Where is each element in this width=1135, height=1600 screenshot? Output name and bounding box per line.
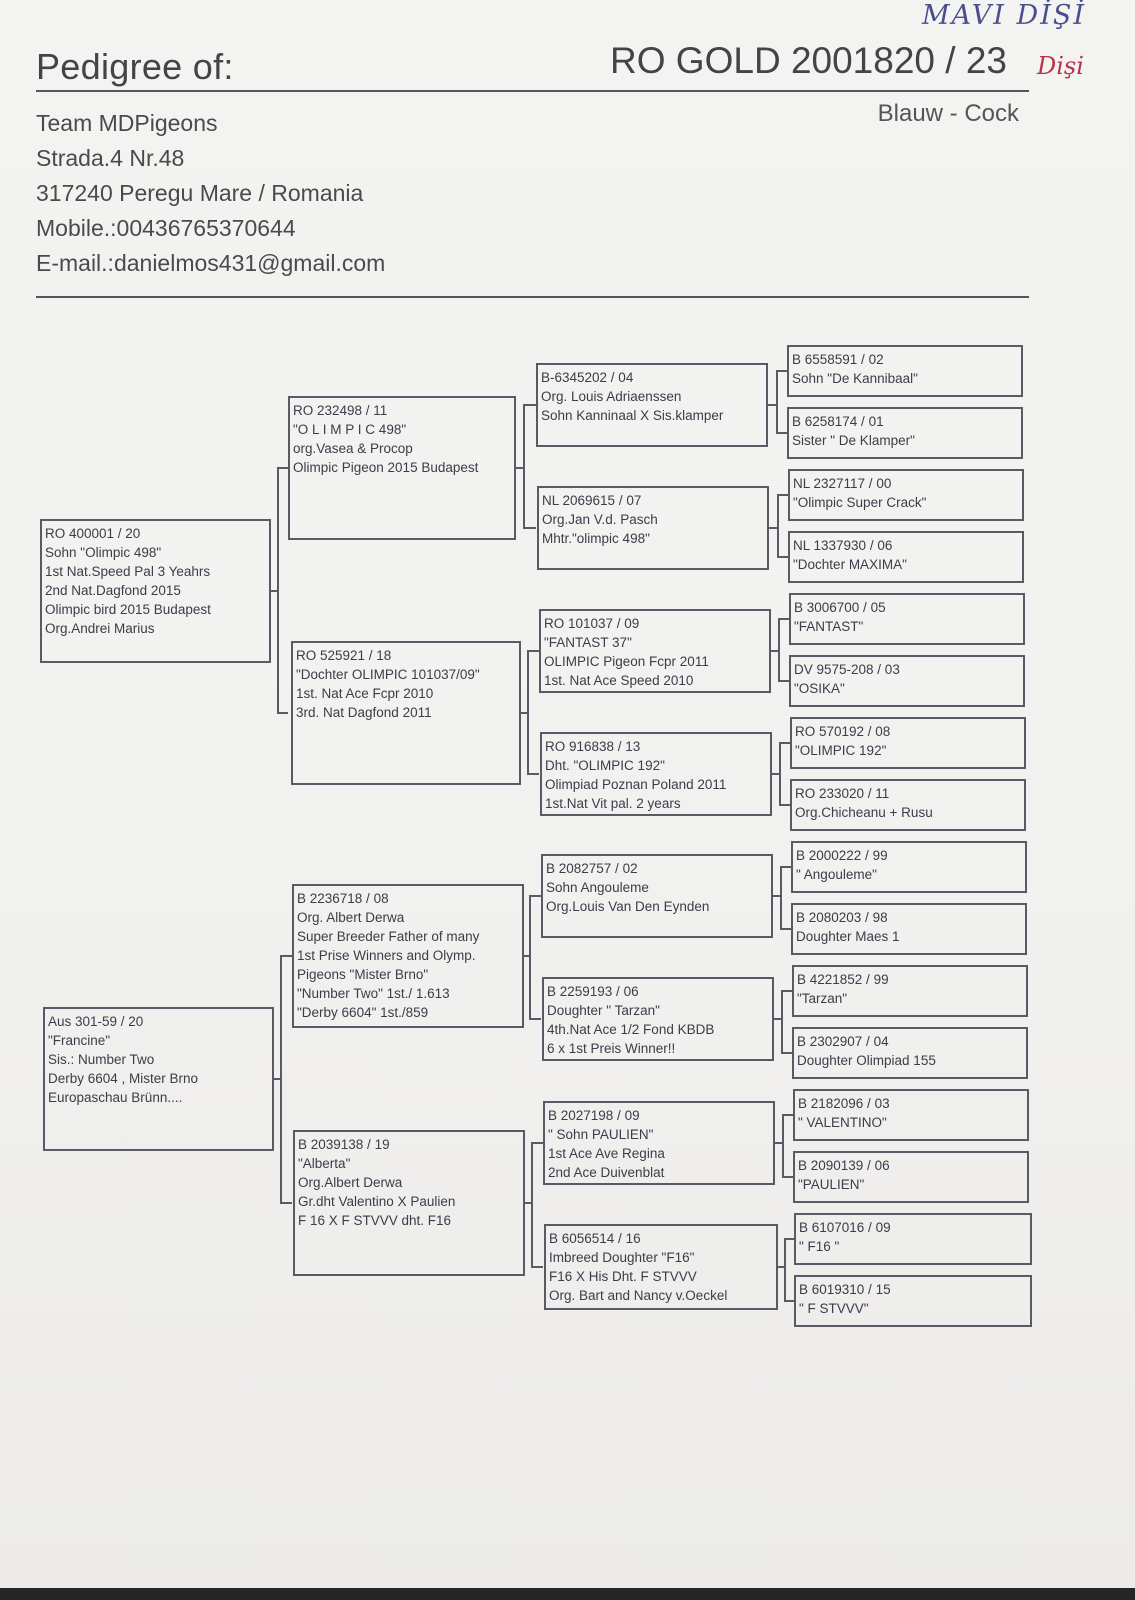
- entry-line: "Alberta": [298, 1156, 351, 1171]
- entry-line: OLIMPIC Pigeon Fcpr 2011: [544, 654, 709, 669]
- entry-line: Sohn "De Kannibaal": [792, 371, 918, 386]
- gg-grandparent-box: [788, 469, 1024, 521]
- entry-line: Doughter " Tarzan": [547, 1003, 660, 1018]
- gg-grandparent-box: [790, 717, 1026, 769]
- entry-line: B 2236718 / 08: [297, 891, 389, 906]
- entry-line: " F STVVV": [799, 1301, 869, 1316]
- owner-name: Team MDPigeons: [36, 110, 218, 136]
- owner-mobile: Mobile.:00436765370644: [36, 215, 296, 241]
- gg-grandparent-box: [787, 407, 1023, 459]
- owner-email: E-mail.:danielmos431@gmail.com: [36, 250, 386, 276]
- great-grandparent-box: [544, 1224, 778, 1310]
- handwritten-note-side: Dişi: [1037, 52, 1084, 80]
- entry-line: 3rd. Nat Dagfond 2011: [296, 705, 432, 720]
- handwritten-note-top: MAVI DİŞİ: [922, 0, 1087, 31]
- ring-number: RO GOLD 2001820 / 23: [610, 40, 1007, 81]
- entry-line: 1st Nat.Speed Pal 3 Yeahrs: [45, 564, 211, 579]
- entry-line: B 6258174 / 01: [792, 414, 884, 429]
- connector-bracket: [782, 991, 792, 1053]
- entry-line: 4th.Nat Ace 1/2 Fond KBDB: [547, 1022, 715, 1037]
- entry-line: NL 2069615 / 07: [542, 493, 642, 508]
- entry-line: F 16 X F STVVV dht. F16: [298, 1213, 452, 1228]
- great-grandparent-box: [540, 732, 772, 816]
- connector-bracket: [278, 468, 288, 713]
- connector-bracket: [530, 896, 541, 1019]
- owner-city: 317240 Peregu Mare / Romania: [36, 180, 364, 206]
- gg-grandparent-box: [789, 655, 1025, 707]
- gg-grandparent-box: [791, 841, 1027, 893]
- color-sex-label: Blauw - Cock: [877, 100, 1019, 127]
- entry-line: B 2302907 / 04: [797, 1034, 889, 1049]
- entry-line: B 3006700 / 05: [794, 600, 886, 615]
- great-grandparent-box: [539, 609, 771, 693]
- grandparent-box: [292, 884, 524, 1028]
- entry-line: Org.Andrei Marius: [45, 621, 155, 636]
- gg-grandparent-box: [787, 345, 1023, 397]
- entry-line: 1st Ace Ave Regina: [548, 1146, 665, 1161]
- entry-line: Sohn Kanninaal X Sis.klamper: [541, 408, 724, 423]
- entry-line: 1st Prise Winners and Olymp.: [297, 948, 476, 963]
- parent-box-dam: [43, 1007, 274, 1151]
- gg-grandparent-box: [792, 965, 1028, 1017]
- entry-line: B 2000222 / 99: [796, 848, 888, 863]
- entry-line: 1st. Nat Ace Fcpr 2010: [296, 686, 434, 701]
- entry-line: Gr.dht Valentino X Paulien: [298, 1194, 456, 1209]
- connector-bracket: [528, 651, 539, 774]
- entry-line: Org.Chicheanu + Rusu: [795, 805, 933, 820]
- entry-line: Olimpic bird 2015 Budapest: [45, 602, 211, 617]
- entry-line: Org. Albert Derwa: [297, 910, 405, 925]
- page-title: Pedigree of:: [36, 46, 234, 87]
- entry-line: "FANTAST": [794, 619, 864, 634]
- entry-line: 1st. Nat Ace Speed 2010: [544, 673, 694, 688]
- grandparent-box: [288, 396, 516, 540]
- gg-grandparent-box: [788, 531, 1024, 583]
- entry-line: RO 916838 / 13: [545, 739, 641, 754]
- great-grandparent-box: [541, 854, 773, 938]
- entry-line: "PAULIEN": [798, 1177, 865, 1192]
- entry-line: B 6107016 / 09: [799, 1220, 891, 1235]
- entry-line: 2nd Ace Duivenblat: [548, 1165, 665, 1180]
- gg-grandparent-box: [789, 593, 1025, 645]
- gg-grandparent-box: [790, 779, 1026, 831]
- connector-bracket: [524, 405, 536, 528]
- connector-bracket: [781, 867, 791, 929]
- entry-line: Imbreed Doughter "F16": [549, 1250, 695, 1265]
- great-grandparent-box: [542, 977, 774, 1061]
- photo-background-edge: [0, 1588, 1135, 1600]
- entry-line: Mhtr."olimpic 498": [542, 531, 650, 546]
- entry-line: "FANTAST 37": [544, 635, 632, 650]
- entry-line: " F16 ": [799, 1239, 840, 1254]
- entry-line: Sis.: Number Two: [48, 1052, 155, 1067]
- entry-line: RO 233020 / 11: [795, 786, 890, 801]
- entry-line: " Angouleme": [796, 867, 877, 882]
- connector-bracket: [780, 743, 790, 805]
- entry-line: Sohn Angouleme: [546, 880, 649, 895]
- entry-line: Europaschau Brünn....: [48, 1090, 183, 1105]
- owner-info: [36, 106, 385, 281]
- gg-grandparent-box: [794, 1213, 1032, 1265]
- entry-line: RO 525921 / 18: [296, 648, 392, 663]
- entry-line: Aus 301-59 / 20: [48, 1014, 144, 1029]
- entry-line: B 2027198 / 09: [548, 1108, 640, 1123]
- entry-line: NL 2327117 / 00: [793, 476, 892, 491]
- connector-bracket: [779, 619, 789, 681]
- entry-line: Doughter Maes 1: [796, 929, 900, 944]
- connector-bracket: [778, 495, 788, 557]
- entry-line: "Dochter OLIMPIC 101037/09": [296, 667, 480, 682]
- entry-line: Olimpic Pigeon 2015 Budapest: [293, 460, 479, 475]
- entry-line: org.Vasea & Procop: [293, 441, 413, 456]
- entry-line: B 2039138 / 19: [298, 1137, 390, 1152]
- connector-bracket: [532, 1143, 543, 1267]
- entry-line: Org. Bart and Nancy v.Oeckel: [549, 1288, 728, 1303]
- gg-grandparent-box: [794, 1275, 1032, 1327]
- entry-line: Super Breeder Father of many: [297, 929, 480, 944]
- entry-line: Doughter Olimpiad 155: [797, 1053, 936, 1068]
- grandparent-box: [293, 1130, 525, 1276]
- connector-bracket: [281, 956, 292, 1203]
- entry-line: 1st.Nat Vit pal. 2 years: [545, 796, 681, 811]
- entry-line: Derby 6604 , Mister Brno: [48, 1071, 199, 1086]
- entry-line: Dht. "OLIMPIC 192": [545, 758, 665, 773]
- entry-line: B 2090139 / 06: [798, 1158, 890, 1173]
- great-grandparent-box: [537, 486, 769, 570]
- entry-line: "O L I M P I C 498": [293, 422, 407, 437]
- gg-grandparent-box: [793, 1089, 1029, 1141]
- entry-line: "Number Two" 1st./ 1.613: [297, 986, 450, 1001]
- entry-line: " VALENTINO": [798, 1115, 887, 1130]
- entry-line: Sister " De Klamper": [792, 433, 915, 448]
- great-grandparent-box: [536, 363, 768, 447]
- entry-line: "Dochter MAXIMA": [793, 557, 907, 572]
- entry-line: "OLIMPIC 192": [795, 743, 887, 758]
- entry-line: RO 400001 / 20: [45, 526, 141, 541]
- entry-line: "Olimpic Super Crack": [793, 495, 927, 510]
- entry-line: B 2080203 / 98: [796, 910, 888, 925]
- entry-line: "OSIKA": [794, 681, 845, 696]
- entry-line: RO 232498 / 11: [293, 403, 388, 418]
- entry-line: NL 1337930 / 06: [793, 538, 893, 553]
- connector-bracket: [777, 371, 787, 433]
- entry-line: DV 9575-208 / 03: [794, 662, 900, 677]
- entry-line: 6 x 1st Preis Winner!!: [547, 1041, 676, 1056]
- entry-line: Org.Albert Derwa: [298, 1175, 403, 1190]
- connector-bracket: [783, 1115, 793, 1177]
- entry-line: B 2082757 / 02: [546, 861, 638, 876]
- owner-divider: [36, 296, 1029, 298]
- entry-line: B 2259193 / 06: [547, 984, 639, 999]
- entry-line: Org.Louis Van Den Eynden: [546, 899, 710, 914]
- entry-line: Pigeons "Mister Brno": [297, 967, 429, 982]
- entry-line: RO 570192 / 08: [795, 724, 891, 739]
- entry-line: RO 101037 / 09: [544, 616, 640, 631]
- grandparent-box: [291, 641, 521, 785]
- entry-line: B 6558591 / 02: [792, 352, 884, 367]
- great-grandparent-box: [543, 1101, 775, 1185]
- entry-line: Olimpiad Poznan Poland 2011: [545, 777, 727, 792]
- entry-line: "Francine": [48, 1033, 111, 1048]
- entry-line: Org. Louis Adriaenssen: [541, 389, 682, 404]
- connector-bracket: [785, 1239, 794, 1301]
- entry-line: B 2182096 / 03: [798, 1096, 890, 1111]
- entry-line: 2nd Nat.Dagfond 2015: [45, 583, 181, 598]
- entry-line: B 6019310 / 15: [799, 1282, 891, 1297]
- entry-line: "Derby 6604" 1st./859: [297, 1005, 429, 1020]
- entry-line: F16 X His Dht. F STVVV: [549, 1269, 697, 1284]
- owner-street: Strada.4 Nr.48: [36, 145, 185, 171]
- entry-line: Org.Jan V.d. Pasch: [542, 512, 658, 527]
- header-divider: [36, 90, 1029, 92]
- entry-line: Sohn "Olimpic 498": [45, 545, 162, 560]
- gg-grandparent-box: [793, 1151, 1029, 1203]
- entry-line: " Sohn PAULIEN": [548, 1127, 654, 1142]
- entry-line: B 6056514 / 16: [549, 1231, 641, 1246]
- entry-line: B-6345202 / 04: [541, 370, 634, 385]
- entry-line: "Tarzan": [797, 991, 848, 1006]
- gg-grandparent-box: [791, 903, 1027, 955]
- entry-line: B 4221852 / 99: [797, 972, 889, 987]
- gg-grandparent-box: [792, 1027, 1028, 1079]
- parent-box-sire: [40, 519, 271, 663]
